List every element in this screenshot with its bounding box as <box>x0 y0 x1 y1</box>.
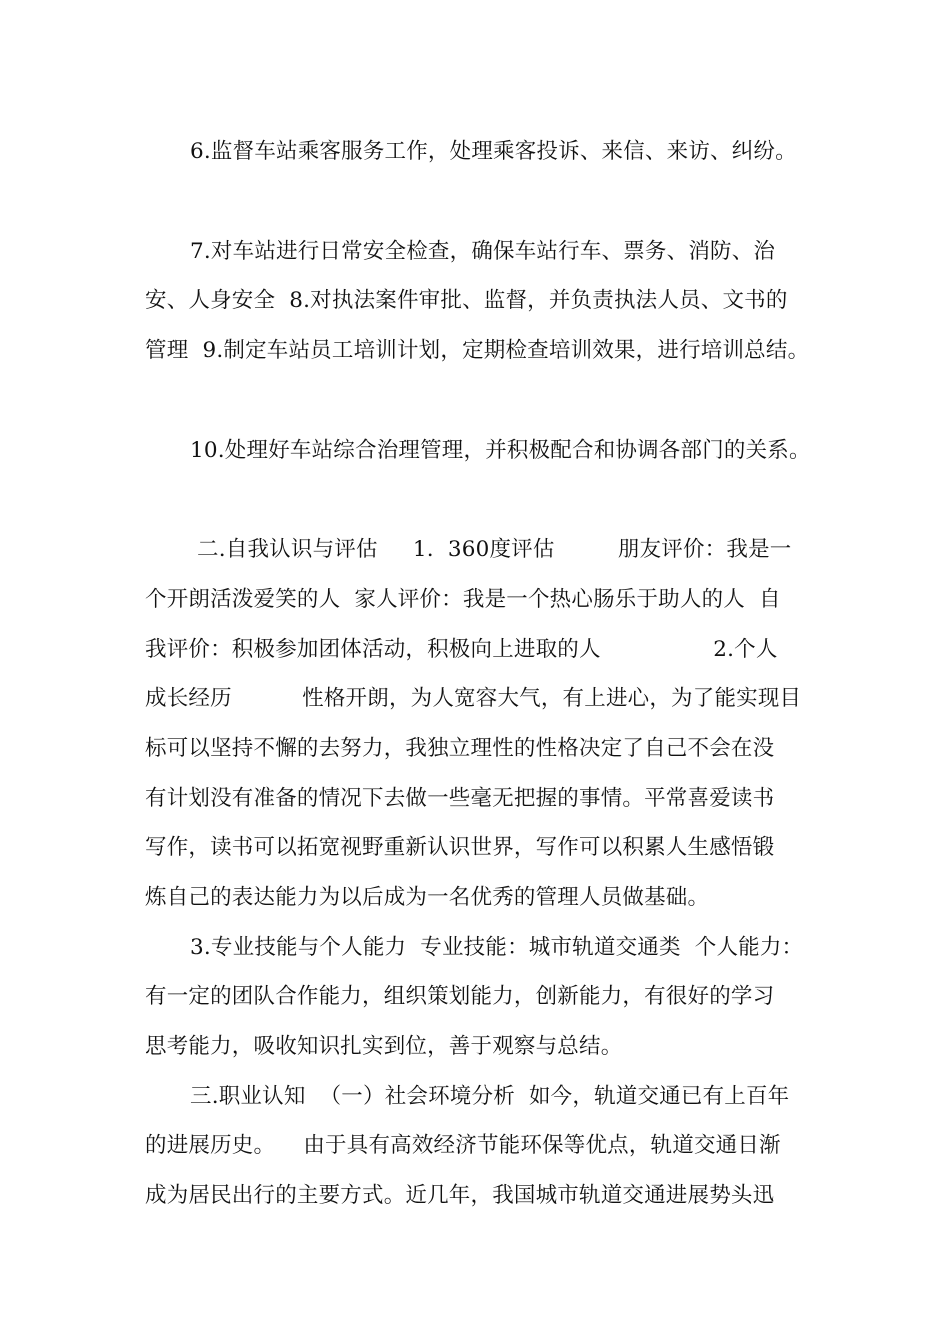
section-2-line-8: 炼自己的表达能力为以后成为一名优秀的管理人员做基础。 <box>145 885 710 910</box>
section-3-line-3: 成为居民出行的主要方式。近几年，我国城市轨道交通进展势头迅 <box>145 1183 775 1208</box>
skills-line-2: 有一定的团队合作能力，组织策划能力，创新能力，有很好的学习 <box>145 984 775 1009</box>
paragraph-7-line-3: 管理 9.制定车站员工培训计划，定期检查培训效果，进行培训总结。 <box>145 338 810 363</box>
skills-line-1: 3.专业技能与个人能力 专业技能：城市轨道交通类 个人能力： <box>190 935 804 960</box>
skills-line-3: 思考能力，吸收知识扎实到位，善于观察与总结。 <box>145 1034 623 1059</box>
section-3-line-2: 的进展历史。 由于具有高效经济节能环保等优点，轨道交通日渐 <box>145 1133 781 1158</box>
section-2-line-1: 二.自我认识与评估 1. 360度评估 朋友评价：我是一 <box>190 537 792 562</box>
section-2-line-2: 个开朗活泼爱笑的人 家人评价：我是一个热心肠乐于助人的人 自 <box>145 587 781 612</box>
section-2-line-4: 成长经历 性格开朗，为人宽容大气，有上进心，为了能实现目 <box>145 686 802 711</box>
section-2-line-7: 写作，读书可以拓宽视野重新认识世界，写作可以积累人生感悟锻 <box>145 835 775 860</box>
section-2-line-3: 我评价：积极参加团体活动，积极向上进取的人 2.个人 <box>145 637 778 662</box>
section-2-line-5: 标可以坚持不懈的去努力，我独立理性的性格决定了自己不会在没 <box>145 736 775 761</box>
paragraph-10-line: 10.处理好车站综合治理管理，并积极配合和协调各部门的关系。 <box>190 438 811 463</box>
section-2-line-6: 有计划没有准备的情况下去做一些毫无把握的事情。平常喜爱读书 <box>145 786 775 811</box>
paragraph-7-line-2: 安、人身安全 8.对执法案件审批、监督，并负责执法人员、文书的 <box>145 288 788 313</box>
paragraph-6-line: 6.监督车站乘客服务工作，处理乘客投诉、来信、来访、纠纷。 <box>190 139 797 164</box>
paragraph-7-line-1: 7.对车站进行日常安全检查，确保车站行车、票务、消防、治 <box>190 239 776 264</box>
section-3-line-1: 三.职业认知 （一）社会环境分析 如今，轨道交通已有上百年 <box>190 1084 790 1109</box>
